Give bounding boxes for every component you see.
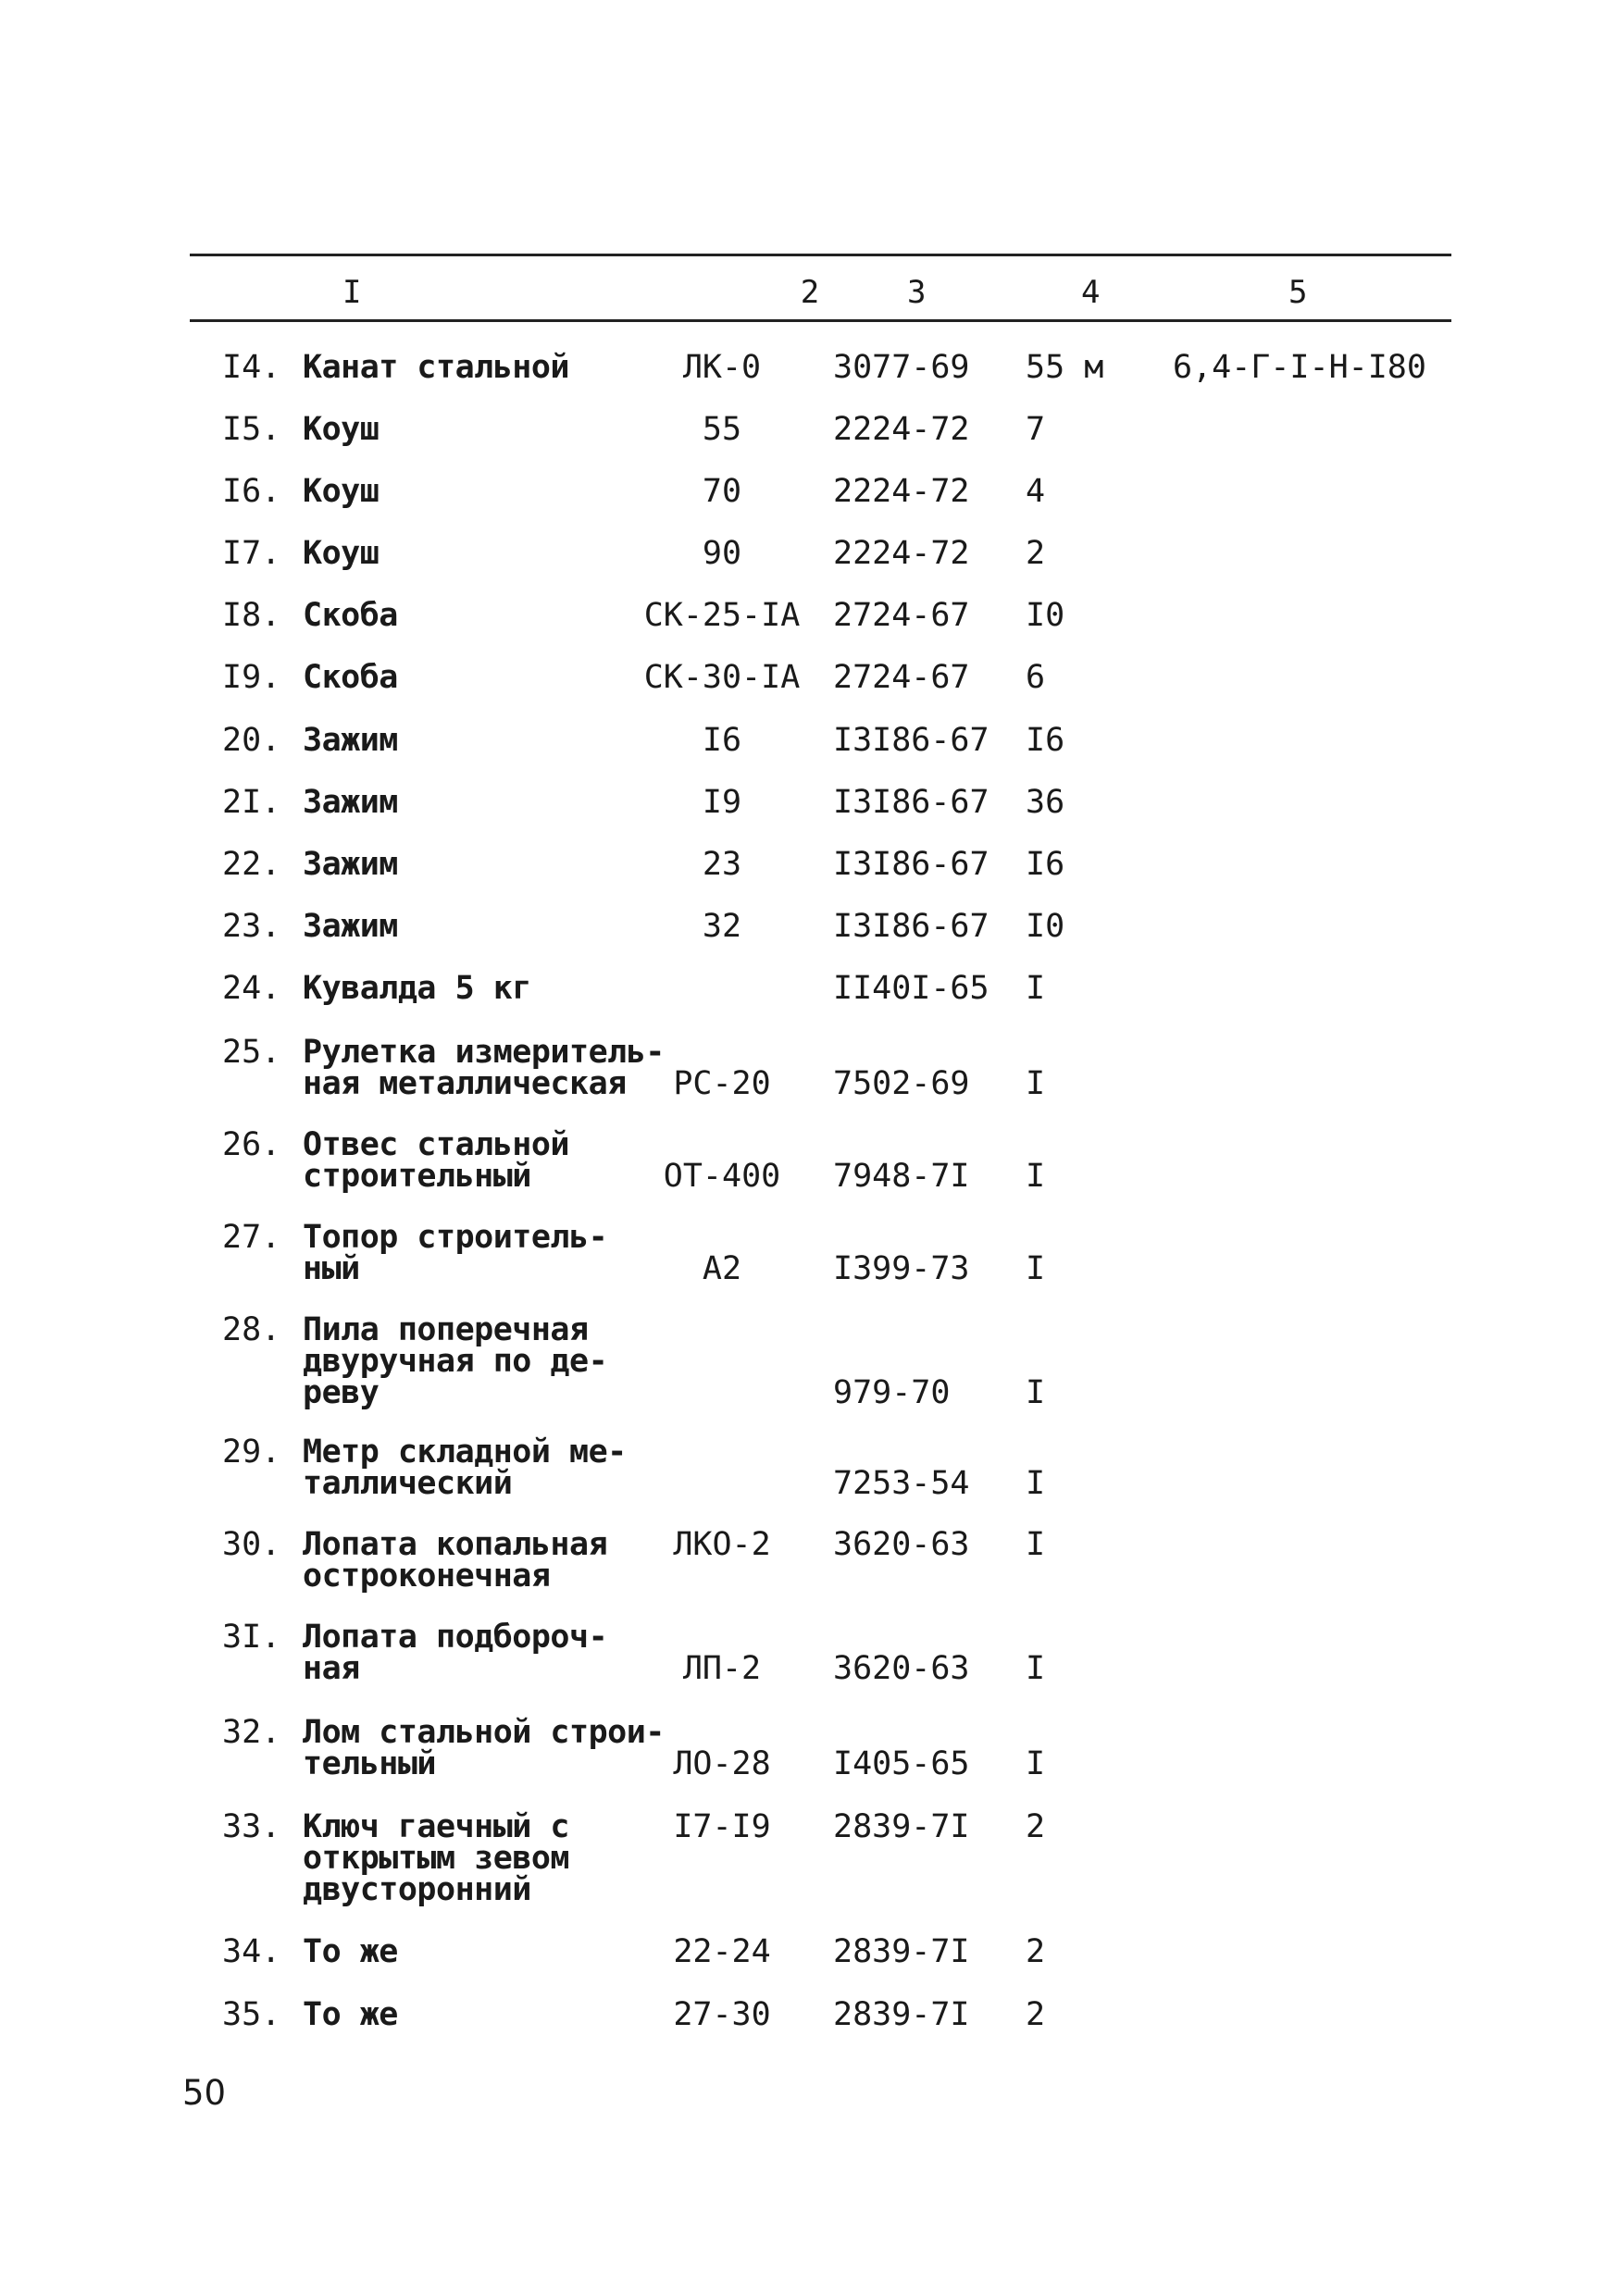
- item-number: I6.: [222, 473, 281, 510]
- item-standard: 3620-63: [833, 1526, 970, 1563]
- item-quantity: 55 м: [1026, 349, 1104, 386]
- column-header-3: 3: [907, 274, 927, 311]
- item-number: 32.: [222, 1714, 281, 1751]
- item-name: Коуш: [303, 473, 380, 510]
- item-number: I4.: [222, 349, 281, 386]
- item-quantity: I0: [1026, 597, 1065, 634]
- item-name: Лопата копальная остроконечная: [303, 1526, 608, 1595]
- page-number: 50: [182, 2073, 227, 2113]
- item-standard: 2839-7I: [833, 1933, 970, 1970]
- item-number: I8.: [222, 597, 281, 634]
- item-quantity: I: [1026, 1250, 1046, 1287]
- item-name: Зажим: [303, 908, 398, 945]
- item-number: I7.: [222, 535, 281, 572]
- item-number: 33.: [222, 1808, 281, 1845]
- item-standard: I405-65: [833, 1745, 970, 1782]
- item-standard: 3077-69: [833, 349, 970, 386]
- item-quantity: I: [1026, 1650, 1046, 1687]
- item-standard: 7502-69: [833, 1065, 970, 1102]
- item-name: Пила поперечная двуручная по де- реву: [303, 1311, 608, 1411]
- item-standard: 2724-67: [833, 659, 970, 696]
- item-note: 6,4-Г-I-Н-I80: [1173, 349, 1426, 386]
- item-standard: I3I86-67: [833, 722, 989, 759]
- item-name: Скоба: [303, 659, 398, 696]
- item-quantity: I: [1026, 1065, 1046, 1102]
- item-designation: ЛКО-2: [673, 1526, 771, 1563]
- item-number: 20.: [222, 722, 281, 759]
- item-designation: СК-25-IА: [643, 597, 801, 634]
- item-number: 3I.: [222, 1619, 281, 1656]
- item-name: Канат стальной: [303, 349, 570, 386]
- item-standard: I399-73: [833, 1250, 970, 1287]
- item-name: Коуш: [303, 535, 380, 572]
- item-designation: ЛО-28: [673, 1745, 771, 1782]
- item-standard: 7948-7I: [833, 1158, 970, 1195]
- item-quantity: 2: [1026, 1933, 1046, 1970]
- item-number: 30.: [222, 1526, 281, 1563]
- column-header-5: 5: [1288, 274, 1308, 311]
- item-name: Рулетка измеритель- ная металлическая: [303, 1034, 665, 1102]
- item-number: 2I.: [222, 784, 281, 821]
- item-designation: 27-30: [673, 1996, 771, 2033]
- item-designation: ЛП-2: [682, 1650, 762, 1687]
- item-number: 26.: [222, 1126, 281, 1163]
- item-quantity: 2: [1026, 1808, 1046, 1845]
- item-number: 23.: [222, 908, 281, 945]
- item-name: То же: [303, 1996, 398, 2033]
- item-designation: 22-24: [673, 1933, 771, 1970]
- item-name: Коуш: [303, 411, 380, 448]
- item-designation: А2: [702, 1250, 742, 1287]
- column-header-2: 2: [800, 274, 820, 311]
- item-name: Зажим: [303, 722, 398, 759]
- item-designation: I7-I9: [673, 1808, 771, 1845]
- item-name: Топор строитель- ный: [303, 1219, 608, 1287]
- item-designation: 70: [702, 473, 742, 510]
- item-quantity: 7: [1026, 411, 1046, 448]
- item-standard: 2724-67: [833, 597, 970, 634]
- item-designation: ОТ-400: [663, 1158, 781, 1195]
- item-number: 35.: [222, 1996, 281, 2033]
- item-number: 29.: [222, 1433, 281, 1471]
- item-quantity: 36: [1026, 784, 1065, 821]
- item-standard: I3I86-67: [833, 846, 989, 883]
- table-header-rule: [190, 319, 1451, 322]
- item-designation: РС-20: [673, 1065, 771, 1102]
- item-number: 25.: [222, 1034, 281, 1071]
- item-quantity: 2: [1026, 1996, 1046, 2033]
- item-standard: 2839-7I: [833, 1808, 970, 1845]
- item-standard: 2839-7I: [833, 1996, 970, 2033]
- item-number: I5.: [222, 411, 281, 448]
- item-name: Лом стальной строи- тельный: [303, 1714, 665, 1782]
- item-number: 22.: [222, 846, 281, 883]
- item-designation: 90: [702, 535, 742, 572]
- item-quantity: I0: [1026, 908, 1065, 945]
- item-name: Лопата подбороч- ная: [303, 1619, 608, 1687]
- item-name: Отвес стальной строительный: [303, 1126, 570, 1195]
- item-designation: 32: [702, 908, 742, 945]
- item-designation: 23: [702, 846, 742, 883]
- item-standard: 3620-63: [833, 1650, 970, 1687]
- item-designation: I6: [702, 722, 742, 759]
- item-standard: I3I86-67: [833, 784, 989, 821]
- item-designation: I9: [702, 784, 742, 821]
- column-header-1: I: [342, 274, 362, 311]
- item-quantity: I: [1026, 970, 1046, 1007]
- item-designation: 55: [702, 411, 742, 448]
- item-standard: 2224-72: [833, 535, 970, 572]
- item-name: Зажим: [303, 846, 398, 883]
- item-quantity: 6: [1026, 659, 1046, 696]
- item-name: То же: [303, 1933, 398, 1970]
- item-standard: 2224-72: [833, 411, 970, 448]
- column-header-4: 4: [1081, 274, 1101, 311]
- item-designation: СК-30-IА: [643, 659, 801, 696]
- item-quantity: I: [1026, 1465, 1046, 1502]
- item-quantity: I: [1026, 1158, 1046, 1195]
- item-quantity: 4: [1026, 473, 1046, 510]
- item-quantity: I6: [1026, 722, 1065, 759]
- item-quantity: I6: [1026, 846, 1065, 883]
- item-number: 27.: [222, 1219, 281, 1256]
- item-name: Скоба: [303, 597, 398, 634]
- item-quantity: 2: [1026, 535, 1046, 572]
- item-standard: 2224-72: [833, 473, 970, 510]
- item-number: I9.: [222, 659, 281, 696]
- item-standard: 7253-54: [833, 1465, 970, 1502]
- item-name: Кувалда 5 кг: [303, 970, 531, 1007]
- item-name: Зажим: [303, 784, 398, 821]
- item-standard: 979-70: [833, 1374, 951, 1411]
- item-quantity: I: [1026, 1374, 1046, 1411]
- item-standard: II40I-65: [833, 970, 989, 1007]
- item-quantity: I: [1026, 1526, 1046, 1563]
- table-top-rule: [190, 254, 1451, 256]
- item-number: 28.: [222, 1311, 281, 1348]
- item-quantity: I: [1026, 1745, 1046, 1782]
- item-designation: ЛК-0: [682, 349, 762, 386]
- item-number: 34.: [222, 1933, 281, 1970]
- item-name: Ключ гаечный с открытым зевом двусторонний: [303, 1808, 570, 1908]
- item-number: 24.: [222, 970, 281, 1007]
- item-standard: I3I86-67: [833, 908, 989, 945]
- item-name: Метр складной ме- таллический: [303, 1433, 627, 1502]
